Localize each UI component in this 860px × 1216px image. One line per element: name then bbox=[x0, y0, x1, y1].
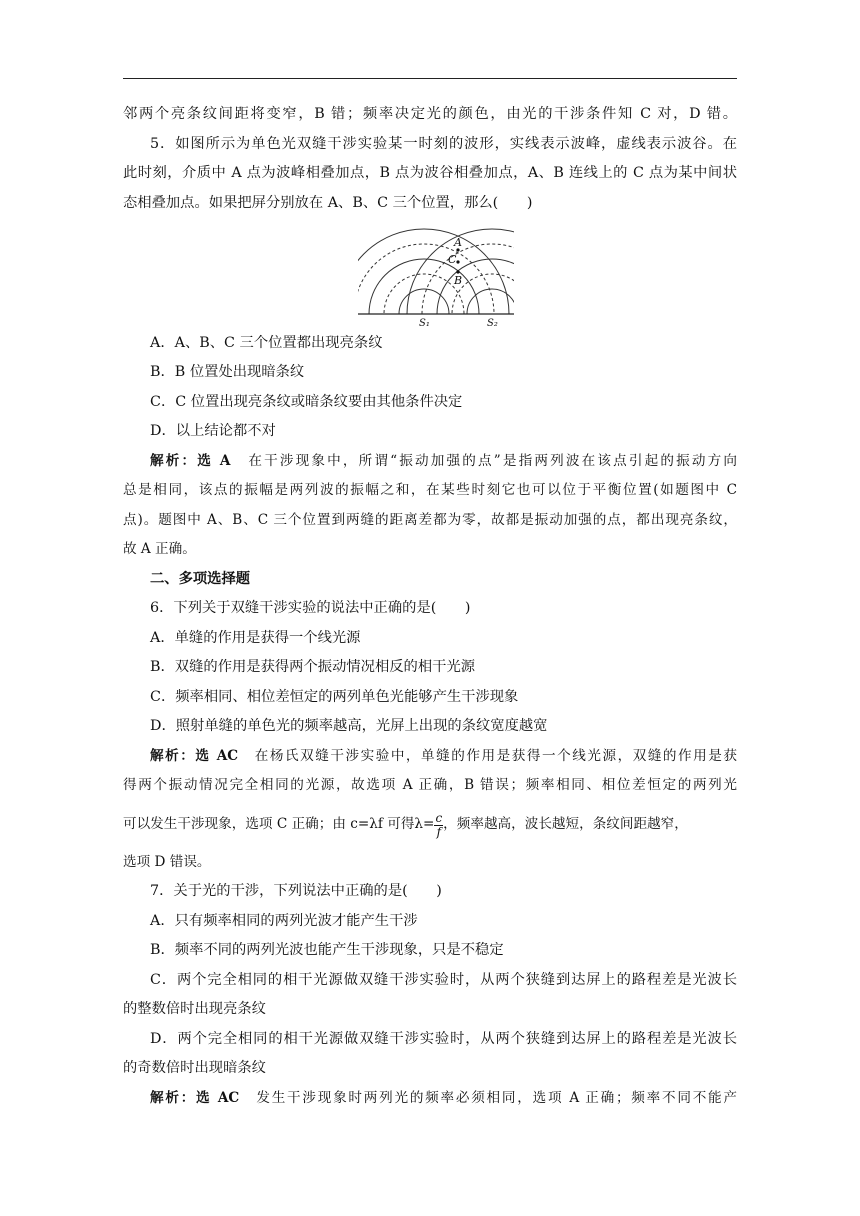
question-5-stem: 此时刻，介质中 A 点为波峰相叠加点，B 点为波谷相叠加点，A、B 连线上的 C 点为某中间状 bbox=[123, 165, 737, 181]
fraction-c-over-f bbox=[434, 812, 443, 839]
explanation-7 bbox=[150, 1088, 737, 1108]
explanation-text: 在干涉现象中，所谓“振动加强的点”是指两列波在该点引起的振动方向 bbox=[230, 453, 737, 469]
explanation-5: 点)。题图中 A、B、C 三个位置到两缝的距离差都为零，故都是振动加强的点，都出现亮条纹， bbox=[123, 512, 737, 528]
explanation-5: 总是相同，该点的振幅是两列波的振幅之和，在某些时刻它也可以位于平衡位置(如题图中 C bbox=[123, 482, 737, 498]
question-6-stem: 6．下列关于双缝干涉实验的说法中正确的是( ) bbox=[150, 600, 471, 616]
question-7-stem: 7．关于光的干涉，下列说法中正确的是( ) bbox=[150, 883, 442, 899]
option-a: A．单缝的作用是获得一个线光源 bbox=[150, 630, 361, 646]
explanation-5: 故 A 正确。 bbox=[123, 541, 196, 557]
label-s2: S₂ bbox=[487, 318, 498, 328]
option-b: B．频率不同的两列光波也能产生干涉现象，只是不稳定 bbox=[150, 942, 504, 958]
explanation-text: 可以发生干涉现象，选项 C 正确；由 c=λf 可得λ= bbox=[123, 816, 435, 832]
question-5-stem: 态相叠加点。如果把屏分别放在 A、B、C 三个位置，那么( ) bbox=[123, 195, 533, 211]
explanation-label: 解析：选 AC bbox=[150, 1090, 240, 1106]
option-c: C．C 位置出现亮条纹或暗条纹要由其他条件决定 bbox=[150, 394, 463, 410]
fraction-denominator: f bbox=[436, 825, 442, 839]
explanation-6: 得两个振动情况完全相同的光源，故选项 A 正确，B 错误；频率相同、相位差恒定的两列光 bbox=[123, 777, 737, 793]
option-d: D．两个完全相同的相干光源做双缝干涉实验时，从两个狭缝到达屏上的路程差是光波长 bbox=[150, 1031, 737, 1047]
option-c: C．两个完全相同的相干光源做双缝干涉实验时，从两个狭缝到达屏上的路程差是光波长 bbox=[150, 972, 737, 988]
label-a: A bbox=[454, 236, 462, 249]
option-b: B．双缝的作用是获得两个振动情况相反的相干光源 bbox=[150, 659, 476, 675]
wave-trough-lines bbox=[358, 244, 514, 328]
option-a: A．A、B、C 三个位置都出现亮条纹 bbox=[150, 335, 383, 351]
explanation-label: 解析：选 AC bbox=[150, 748, 239, 764]
explanation-6: 选项 D 错误。 bbox=[123, 854, 211, 870]
explanation-text: 发生干涉现象时两列光的频率必须相同，选项 A 正确；频率不同不能产 bbox=[239, 1090, 737, 1106]
option-d: 的奇数倍时出现暗条纹 bbox=[123, 1060, 266, 1076]
text-line: 邻两个亮条纹间距将变窄，B 错；频率决定光的颜色，由光的干涉条件知 C 对，D 错。 bbox=[123, 106, 737, 122]
point-c-dot bbox=[456, 260, 459, 263]
explanation-6 bbox=[150, 746, 737, 766]
wave-crest-lines bbox=[358, 229, 514, 328]
option-c: 的整数倍时出现亮条纹 bbox=[123, 1001, 266, 1017]
label-c: C bbox=[448, 253, 457, 266]
explanation-text: 在杨氏双缝干涉实验中，单缝的作用是获得一个线光源，双缝的作用是获 bbox=[238, 748, 738, 764]
explanation-text: ，频率越高，波长越短，条纹间距越窄， bbox=[443, 816, 688, 832]
fraction-numerator: c bbox=[435, 811, 443, 825]
interference-figure bbox=[358, 222, 514, 328]
option-b: B．B 位置处出现暗条纹 bbox=[150, 364, 305, 380]
question-5-stem: 5．如图所示为单色光双缝干涉实验某一时刻的波形，实线表示波峰，虚线表示波谷。在 bbox=[150, 136, 737, 152]
explanation-5 bbox=[150, 451, 737, 471]
option-a: A．只有频率相同的两列光波才能产生干涉 bbox=[150, 913, 418, 929]
label-s1: S₁ bbox=[419, 318, 430, 328]
option-d: D．以上结论都不对 bbox=[150, 423, 276, 439]
label-b: B bbox=[454, 274, 463, 287]
option-d: D．照射单缝的单色光的频率越高，光屏上出现的条纹宽度越宽 bbox=[150, 718, 548, 734]
option-c: C．频率相同、相位差恒定的两列单色光能够产生干涉现象 bbox=[150, 689, 519, 705]
explanation-label: 解析：选 A bbox=[150, 453, 231, 469]
header-rule bbox=[123, 78, 737, 79]
explanation-6 bbox=[123, 812, 737, 839]
section-heading: 二、多项选择题 bbox=[150, 571, 251, 587]
